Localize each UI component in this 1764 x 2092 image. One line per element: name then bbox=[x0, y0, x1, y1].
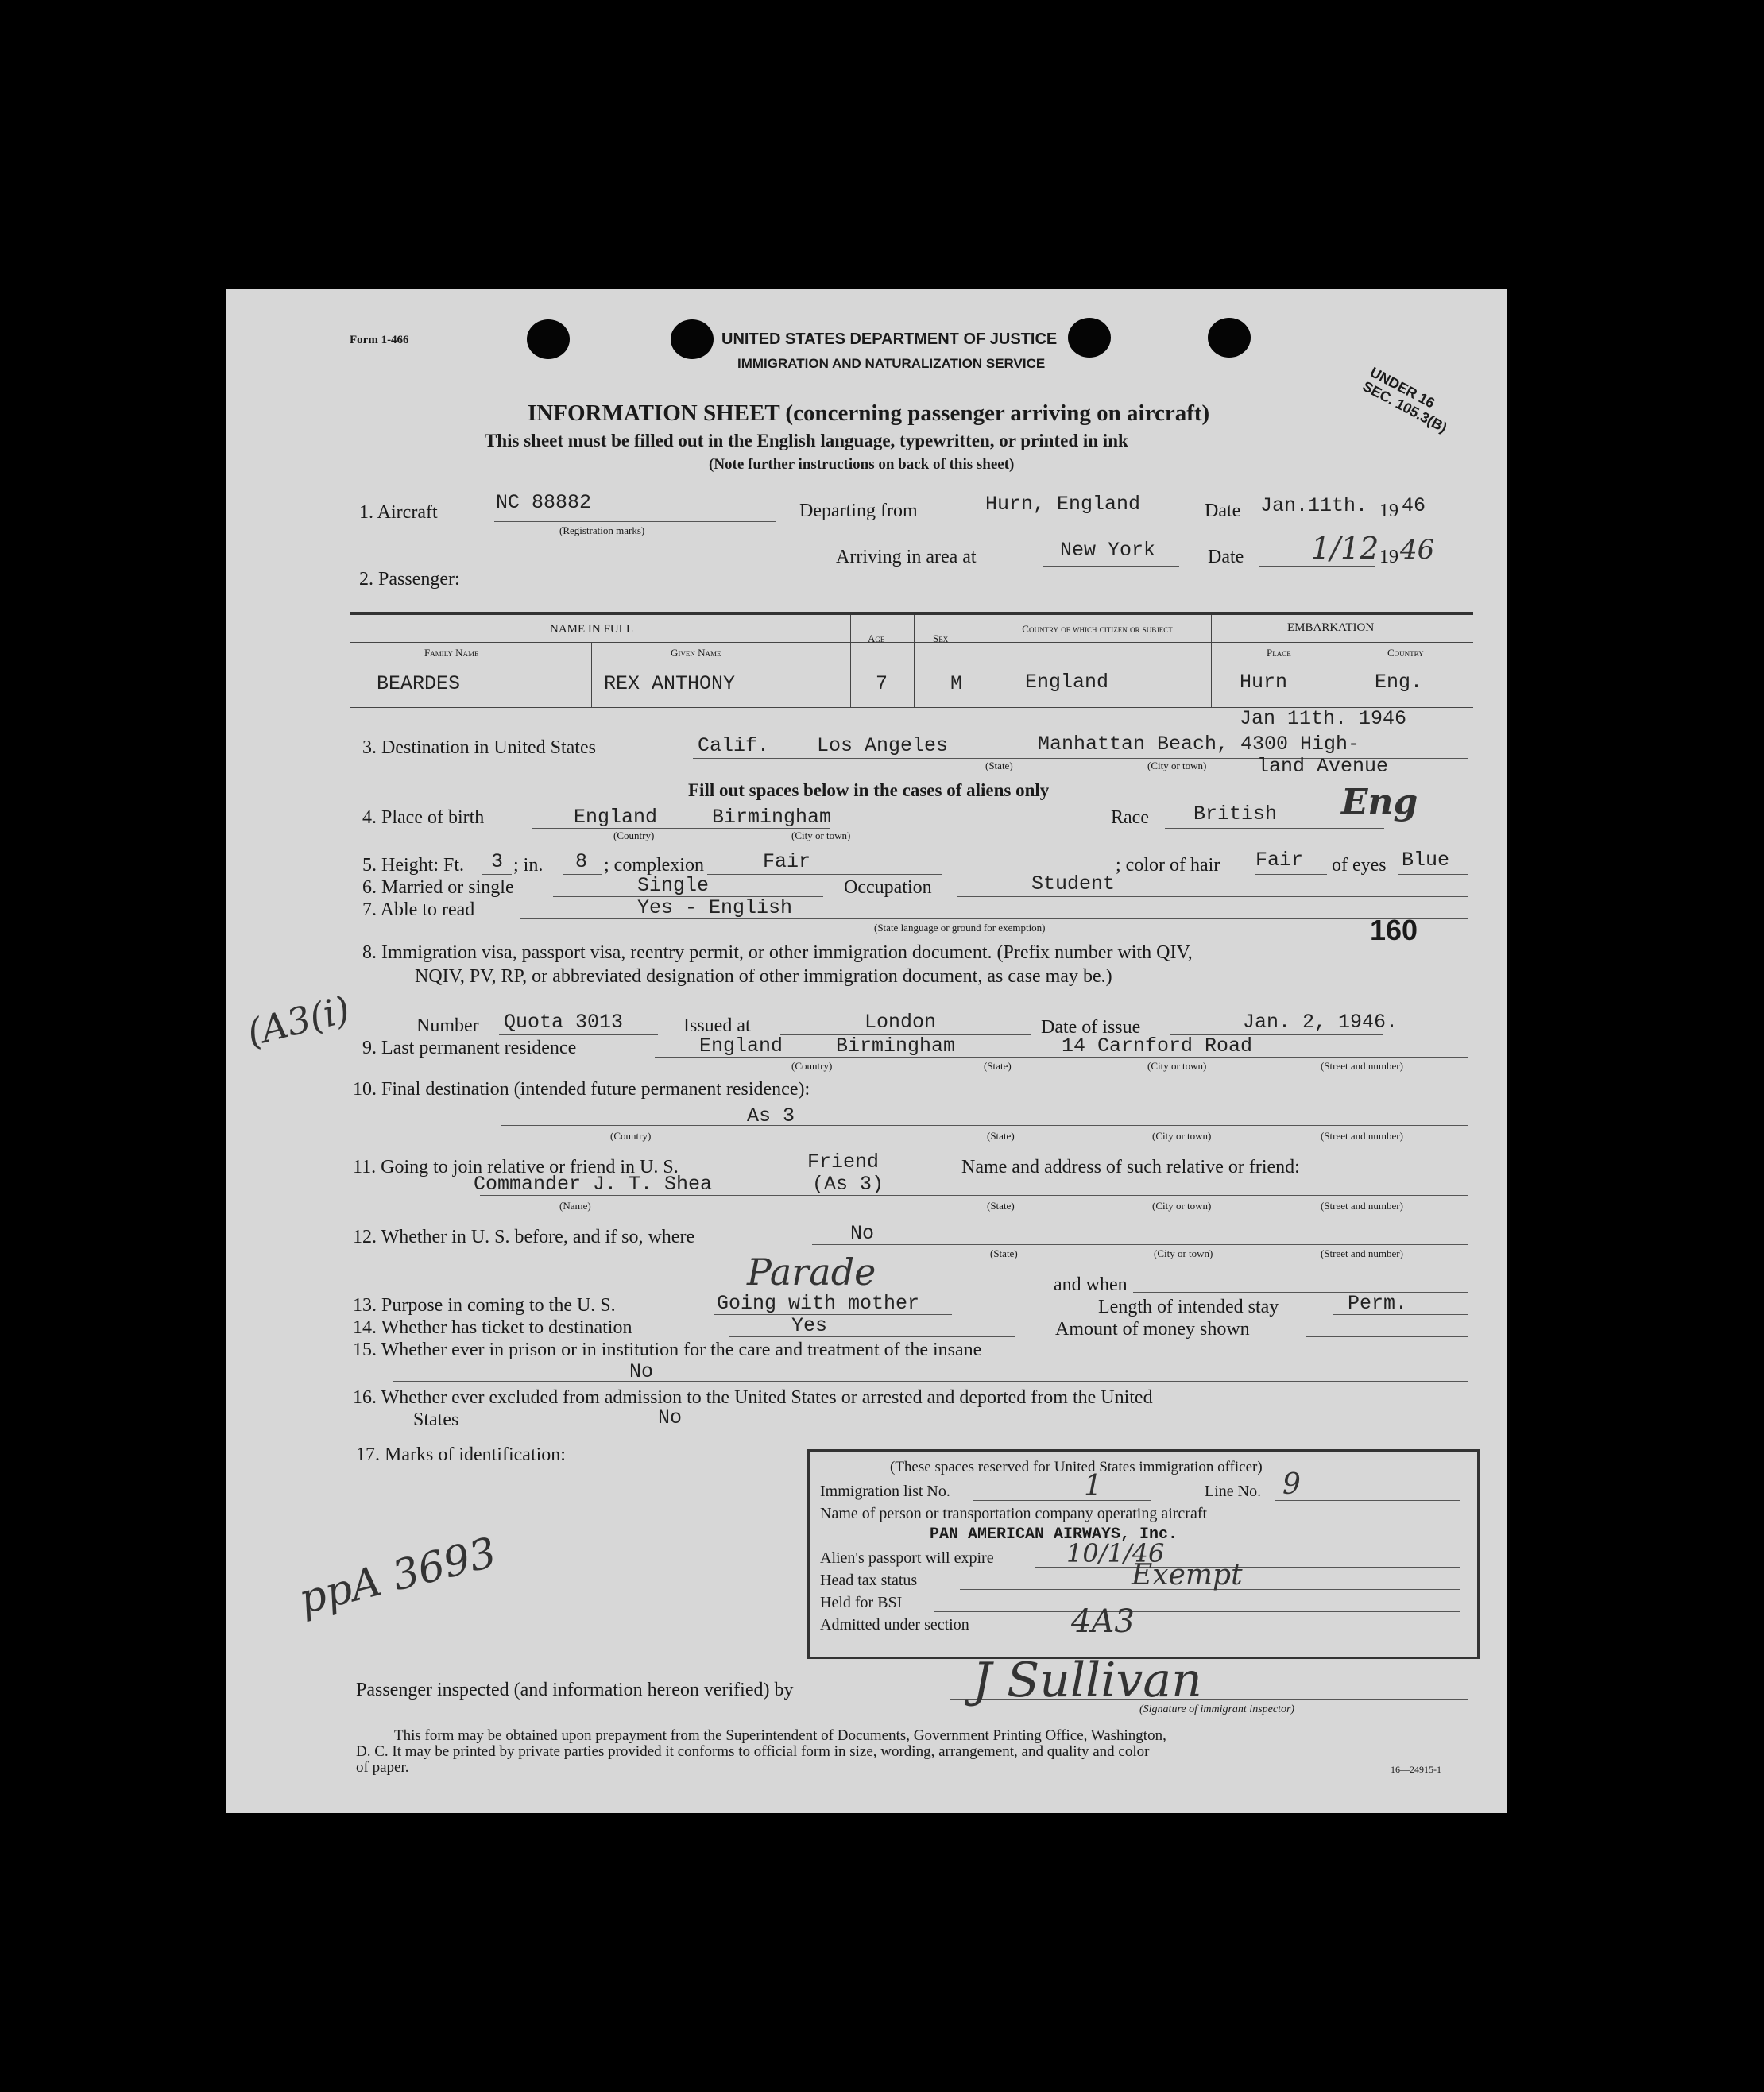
caption: (City or town) bbox=[1154, 1247, 1213, 1259]
height-ft: 3 bbox=[491, 850, 504, 873]
table-rule bbox=[1211, 615, 1212, 707]
rule bbox=[499, 1034, 658, 1035]
caption: (Name) bbox=[559, 1200, 591, 1212]
dest-city: Los Angeles bbox=[817, 734, 949, 757]
before-value: No bbox=[850, 1222, 875, 1245]
race-label: Race bbox=[1111, 807, 1149, 828]
rule bbox=[1259, 566, 1375, 567]
line-label: Line No. bbox=[1205, 1483, 1262, 1500]
rule bbox=[1275, 1500, 1460, 1501]
stay-value: Perm. bbox=[1348, 1292, 1408, 1315]
operator-value: PAN AMERICAN AIRWAYS, Inc. bbox=[930, 1525, 1178, 1544]
birth-city: Birmingham bbox=[712, 806, 832, 829]
footer-text-1: This form may be obtained upon prepayment from the Superintendent of Documents, Government Printing Office, Washington, bbox=[394, 1727, 1166, 1744]
birth-label: 4. Place of birth bbox=[362, 807, 485, 828]
bsi-label: Held for BSI bbox=[820, 1594, 903, 1611]
date-issue-label: Date of issue bbox=[1041, 1017, 1141, 1038]
race-mark: Eng bbox=[1341, 782, 1418, 822]
agency: UNITED STATES DEPARTMENT OF JUSTICE bbox=[721, 331, 1058, 348]
friend-name: Commander J. T. Shea bbox=[474, 1173, 713, 1196]
caption: (City or town) bbox=[1147, 1060, 1207, 1072]
table-rule bbox=[914, 615, 915, 707]
footer-text-2: D. C. It may be printed by private parties provided it conforms to official form in size, wording, arrangement, and quality and color bbox=[356, 1743, 1150, 1760]
money-label: Amount of money shown bbox=[1055, 1319, 1250, 1340]
date-depart-label: Date bbox=[1205, 501, 1241, 521]
rule bbox=[934, 1611, 1460, 1612]
page-title: INFORMATION SHEET (concerning passenger arriving on aircraft) bbox=[528, 400, 1210, 426]
rule bbox=[973, 1500, 1151, 1501]
sex-header: Sex bbox=[933, 632, 949, 644]
res-state: Birmingham bbox=[836, 1034, 956, 1058]
sig-caption: (Signature of immigrant inspector) bbox=[1139, 1703, 1295, 1715]
rule bbox=[1306, 1336, 1468, 1337]
footer-code: 16—24915-1 bbox=[1391, 1764, 1441, 1775]
embark-date: Jan 11th. 1946 bbox=[1240, 707, 1407, 730]
caption: (City or town) bbox=[1152, 1200, 1212, 1212]
eyes-value: Blue bbox=[1402, 849, 1450, 872]
inspector-signature: J Sullivan bbox=[973, 1653, 1202, 1708]
caption: (City or town) bbox=[791, 829, 851, 841]
year-depart: 46 bbox=[1402, 494, 1426, 517]
caption: (Country) bbox=[791, 1060, 833, 1072]
visa-label: 8. Immigration visa, passport visa, reentry permit, or other immigration document. (Prefix number with QIV, bbox=[362, 942, 1193, 963]
prison-value: No bbox=[629, 1360, 654, 1383]
caption: (Country) bbox=[613, 829, 655, 841]
read-value: Yes - English bbox=[637, 896, 793, 919]
height-label: 5. Height: Ft. bbox=[362, 855, 465, 876]
embarkation-header: EMBARKATION bbox=[1287, 621, 1375, 634]
family-name-cell: BEARDES bbox=[377, 672, 461, 695]
race-value: British bbox=[1193, 802, 1278, 826]
number-label: Number bbox=[416, 1015, 479, 1036]
caption: (State) bbox=[990, 1247, 1018, 1259]
final-label: 10. Final destination (intended future permanent residence): bbox=[353, 1079, 810, 1100]
issued-at-label: Issued at bbox=[683, 1015, 751, 1036]
caption: (State) bbox=[984, 1060, 1012, 1072]
given-name-header: Given Name bbox=[671, 647, 721, 659]
departing-value: Hurn, England bbox=[985, 493, 1141, 516]
rule bbox=[812, 1244, 1468, 1245]
caption: (Country) bbox=[610, 1130, 652, 1142]
arriving-label: Arriving in area at bbox=[836, 547, 977, 567]
visa-number: Quota 3013 bbox=[504, 1011, 624, 1034]
purpose-handwritten: Parade bbox=[747, 1251, 876, 1293]
rule bbox=[707, 874, 942, 875]
visa-label-2: NQIV, PV, RP, or abbreviated designation of other immigration document, as case may be.) bbox=[415, 966, 1112, 987]
caption: (State) bbox=[985, 760, 1013, 771]
caption: (State) bbox=[987, 1200, 1015, 1212]
res-country: England bbox=[699, 1034, 783, 1058]
aliens-header: Fill out spaces below in the cases of aliens only bbox=[688, 780, 1050, 800]
inspected-label: Passenger inspected (and information hereon verified) by bbox=[356, 1680, 794, 1700]
year-prefix: 19 bbox=[1379, 501, 1398, 521]
table-rule bbox=[350, 642, 1473, 643]
aircraft-value: NC 88882 bbox=[496, 491, 592, 514]
departing-label: Departing from bbox=[799, 501, 918, 521]
excluded-label-2: States bbox=[413, 1409, 459, 1430]
read-caption: (State language or ground for exemption) bbox=[874, 922, 1046, 934]
occupation-value: Student bbox=[1031, 872, 1116, 895]
issued-at-value: London bbox=[865, 1011, 937, 1034]
passport-value: 10/1/46 bbox=[1066, 1538, 1165, 1568]
line-value: 9 bbox=[1282, 1468, 1301, 1501]
table-border bbox=[350, 612, 1473, 615]
tax-label: Head tax status bbox=[820, 1572, 918, 1589]
money-note: 160 bbox=[1370, 914, 1418, 946]
rule bbox=[393, 1381, 1468, 1382]
friend-addr: (As 3) bbox=[812, 1173, 884, 1196]
name-in-full-header: NAME IN FULL bbox=[550, 623, 633, 636]
destination-label: 3. Destination in United States bbox=[362, 737, 596, 758]
citizen-header: Country of which citizen or subject bbox=[1022, 623, 1173, 635]
footer-text-3: of paper. bbox=[356, 1759, 409, 1776]
rule bbox=[729, 1336, 1015, 1337]
family-name-header: Family Name bbox=[424, 647, 479, 659]
table-rule bbox=[591, 642, 592, 707]
res-city: 14 Carnford Road bbox=[1062, 1034, 1253, 1058]
form-number: Form 1-466 bbox=[350, 334, 409, 346]
service: IMMIGRATION AND NATURALIZATION SERVICE bbox=[737, 356, 1046, 371]
rule bbox=[957, 896, 1468, 897]
occupation-label: Occupation bbox=[844, 877, 932, 898]
birth-country: England bbox=[574, 806, 658, 829]
reg-caption: (Registration marks) bbox=[559, 524, 645, 536]
place-header: Place bbox=[1267, 647, 1291, 659]
eyes-label: of eyes bbox=[1332, 855, 1387, 876]
rule bbox=[1043, 566, 1179, 567]
joining-name-label: Name and address of such relative or friend: bbox=[961, 1157, 1300, 1177]
rule bbox=[1133, 1292, 1468, 1293]
height-in: 8 bbox=[575, 850, 588, 873]
country-cell: Eng. bbox=[1375, 671, 1423, 694]
year-prefix: 19 bbox=[1379, 547, 1398, 567]
age-header: Age bbox=[868, 632, 885, 644]
rule bbox=[1255, 874, 1327, 875]
length-label: Length of intended stay bbox=[1098, 1297, 1279, 1317]
residence-label: 9. Last permanent residence bbox=[362, 1038, 577, 1058]
dest-street: Manhattan Beach, 4300 High- bbox=[1038, 733, 1360, 756]
country-header: Country bbox=[1387, 647, 1424, 659]
date-issue-value: Jan. 2, 1946. bbox=[1243, 1011, 1398, 1034]
rule bbox=[1165, 828, 1384, 829]
caption: (City or town) bbox=[1152, 1130, 1212, 1142]
section-value: 4A3 bbox=[1071, 1603, 1135, 1640]
hair-value: Fair bbox=[1255, 849, 1304, 872]
sex-cell: M bbox=[950, 672, 963, 695]
subtitle: This sheet must be filled out in the English language, typewritten, or printed in ink bbox=[485, 431, 1128, 450]
caption: (Street and number) bbox=[1321, 1130, 1403, 1142]
rule bbox=[501, 1125, 1468, 1126]
inches-label: ; in. bbox=[513, 855, 544, 876]
purpose-label: 13. Purpose in coming to the U. S. bbox=[353, 1295, 616, 1316]
year-arrive: 46 bbox=[1400, 534, 1435, 566]
operator-label: Name of person or transportation company operating aircraft bbox=[820, 1505, 1208, 1522]
punch-hole bbox=[1068, 318, 1111, 358]
punch-hole bbox=[1208, 318, 1251, 358]
date-arrive-value: 1/12 bbox=[1311, 531, 1379, 566]
caption: (Street and number) bbox=[1321, 1200, 1403, 1212]
age-cell: 7 bbox=[876, 672, 888, 695]
reserved-header: (These spaces reserved for United States immigration officer) bbox=[890, 1459, 1263, 1475]
passenger-label: 2. Passenger: bbox=[359, 569, 460, 590]
dest-street-2: land Avenue bbox=[1257, 755, 1389, 778]
prison-label: 15. Whether ever in prison or in institution for the care and treatment of the insane bbox=[353, 1340, 982, 1360]
rule bbox=[494, 521, 776, 522]
hair-label: ; color of hair bbox=[1116, 855, 1220, 876]
excluded-value: No bbox=[658, 1406, 683, 1429]
margin-note: (A3(i) bbox=[242, 987, 354, 1055]
list-label: Immigration list No. bbox=[820, 1483, 950, 1500]
and-when-label: and when bbox=[1054, 1274, 1128, 1295]
aircraft-label: 1. Aircraft bbox=[359, 502, 438, 523]
final-value: As 3 bbox=[747, 1104, 795, 1127]
ticket-value: Yes bbox=[791, 1314, 828, 1337]
caption: (State) bbox=[987, 1130, 1015, 1142]
caption: (Street and number) bbox=[1321, 1247, 1403, 1259]
ticket-label: 14. Whether has ticket to destination bbox=[353, 1317, 632, 1338]
punch-hole bbox=[671, 319, 714, 359]
tax-value: Exempt bbox=[1132, 1559, 1243, 1591]
rule bbox=[563, 874, 602, 875]
caption: (City or town) bbox=[1147, 760, 1207, 771]
punch-hole bbox=[527, 319, 570, 359]
passport-label: Alien's passport will expire bbox=[820, 1549, 994, 1567]
married-label: 6. Married or single bbox=[362, 877, 514, 898]
dest-state: Calif. bbox=[698, 734, 770, 757]
arriving-value: New York bbox=[1060, 539, 1156, 562]
complexion-value: Fair bbox=[763, 850, 811, 873]
stamp: UNDER 16 SEC. 105.3(B) bbox=[1360, 364, 1450, 436]
marks-handwritten: ppA 3693 bbox=[294, 1529, 501, 1624]
read-label: 7. Able to read bbox=[362, 899, 475, 920]
marks-label: 17. Marks of identification: bbox=[356, 1444, 566, 1465]
married-value: Single bbox=[637, 874, 710, 897]
excluded-label: 16. Whether ever excluded from admission to the United States or arrested and deported from the United bbox=[353, 1387, 1153, 1408]
rule bbox=[482, 874, 512, 875]
joining-value: Friend bbox=[807, 1150, 880, 1174]
date-depart-value: Jan.11th. bbox=[1260, 494, 1368, 517]
given-name-cell: REX ANTHONY bbox=[604, 672, 736, 695]
form-sheet bbox=[226, 289, 1507, 1813]
complexion-label: ; complexion bbox=[604, 855, 704, 876]
rule bbox=[1398, 874, 1468, 875]
citizen-cell: England bbox=[1025, 671, 1109, 694]
place-cell: Hurn bbox=[1240, 671, 1288, 694]
before-label: 12. Whether in U. S. before, and if so, where bbox=[353, 1227, 695, 1247]
caption: (Street and number) bbox=[1321, 1060, 1403, 1072]
list-value: 1 bbox=[1084, 1470, 1102, 1502]
table-rule bbox=[850, 615, 851, 707]
date-arrive-label: Date bbox=[1208, 547, 1244, 567]
section-label: Admitted under section bbox=[820, 1616, 969, 1634]
joining-label: 11. Going to join relative or friend in U. S. bbox=[353, 1157, 679, 1177]
note: (Note further instructions on back of this sheet) bbox=[709, 456, 1015, 473]
purpose-value: Going with mother bbox=[717, 1292, 920, 1315]
